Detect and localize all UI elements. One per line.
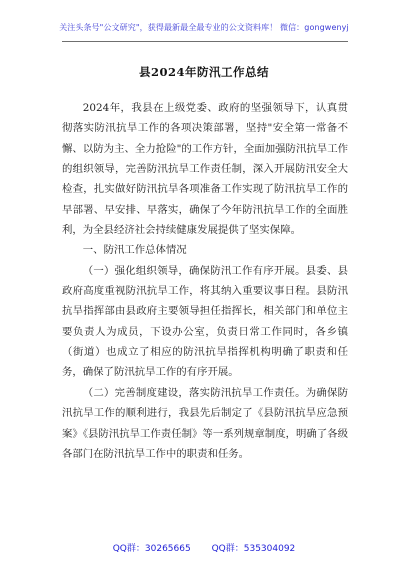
paragraph-organization: （一）强化组织领导，确保防汛工作有序开展。县委、县政府高度重视防汛抗旱工作，将其纳入重要议事日程。县防汛抗旱指挥部由县政府主要领导担任指挥长，相关部门和单位主要负责人为成员，下设办公室，负责日常工作同时，各乡镇（街道）也成立了相应的防汛抗旱指挥机构明确了职责和任务，确保了防汛抗旱工作的有序开展。 [62, 264, 348, 379]
header-divider [62, 41, 348, 42]
section-heading: 一、防汛工作总体情况 [82, 244, 187, 257]
paragraph-system: （二）完善制度建设，落实防汛抗旱工作责任。为确保防汛抗旱工作的顺利进行，我县先后制定了《县防汛抗旱应急预案》《县防汛抗旱工作责任制》等一系列规章制度，明确了各级各部门在防汛抗旱工作中的职责和任务。 [62, 386, 348, 460]
qq-group-1: QQ群：30265665 [112, 544, 191, 554]
document-title: 县2024年防汛工作总结 [138, 65, 269, 79]
footer-contact [0, 541, 408, 554]
paragraph-intro: 2024年，我县在上级党委、政府的坚强领导下，认真贯彻落实防汛抗旱工作的各项决策部署，坚持"安全第一常备不懈、以防为主、全力抢险"的工作方针，全面加强防汛抗旱工作的组织领导，完善防汛抗旱工作责任制，深入开展防汛安全大检查，扎实做好防汛抗旱各项准备工作实现了防汛抗旱工作的早部署、早安排、早落实，确保了今年防汛抗旱工作的全面胜利，为全县经济社会持续健康发展提供了坚实保障。 [62, 102, 348, 237]
qq-group-2: QQ群：535304092 [211, 544, 296, 554]
header-banner: 关注头条号"公文研究"，获得最新最全最专业的公文资料库！ 微信：gongwenyj [59, 23, 349, 32]
document-body [62, 98, 348, 464]
